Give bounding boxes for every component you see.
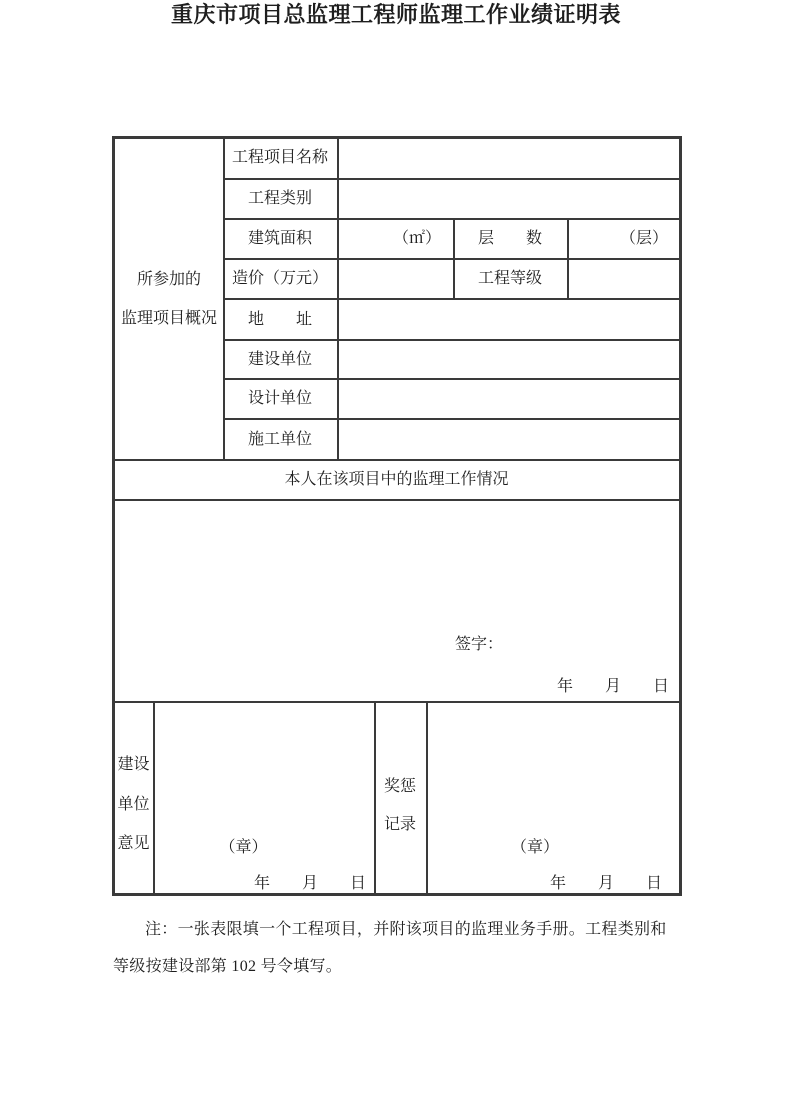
category-field [339, 180, 679, 218]
designer-field [339, 380, 679, 418]
page-title: 重庆市项目总监理工程师监理工作业绩证明表 [170, 2, 621, 27]
builder-field [339, 420, 679, 459]
address-label: 地 址 [247, 311, 312, 328]
signature-label: 签字： [455, 636, 504, 653]
section-divider [113, 459, 680, 461]
area-label: 建筑面积 [247, 230, 312, 247]
category-label: 工程类别 [247, 190, 312, 207]
work-description-area [115, 501, 679, 701]
grade-label: 工程等级 [477, 270, 542, 287]
area-unit: （㎡） [392, 230, 441, 247]
reward-record-label-line1: 奖惩 [383, 778, 416, 795]
table-border-right [679, 136, 682, 896]
designer-label: 设计单位 [247, 390, 312, 407]
cost-field [339, 260, 453, 298]
footnote-line2: 等级按建设部第 102 号令填写。 [113, 958, 343, 975]
cost-label: 造价（万元） [231, 270, 328, 287]
owner-opinion-label-line1: 建设 [117, 756, 150, 773]
project-name-field [339, 139, 679, 178]
footnote-line1: 注：一张表限填一个工程项目，并附该项目的监理业务手册。工程类别和 [145, 921, 667, 938]
address-field [339, 300, 679, 339]
owner-seal-placeholder: （章） [219, 839, 268, 856]
builder-label: 施工单位 [247, 431, 312, 448]
owner-opinion-area [155, 703, 374, 893]
reward-record-label-line2: 记录 [383, 816, 416, 833]
project-name-label: 工程项目名称 [231, 149, 328, 166]
reward-record-area [428, 703, 679, 893]
reward-seal-placeholder: （章） [510, 839, 559, 856]
owner-opinion-label-line2: 单位 [117, 796, 150, 813]
group-label-line2: 监理项目概况 [120, 310, 217, 327]
reward-date-line: 年 月 日 [549, 875, 662, 892]
signature-date-line: 年 月 日 [556, 678, 669, 695]
floors-unit: （层） [619, 230, 668, 247]
column-divider [374, 702, 376, 894]
floors-label: 层 数 [477, 230, 542, 247]
owner-date-line: 年 月 日 [253, 875, 366, 892]
grade-field [569, 260, 679, 298]
column-divider [223, 137, 225, 461]
owner-field [339, 341, 679, 378]
work-section-header: 本人在该项目中的监理工作情况 [284, 471, 509, 488]
group-label-line1: 所参加的 [136, 271, 201, 288]
owner-label: 建设单位 [247, 351, 312, 368]
owner-opinion-label-line3: 意见 [117, 835, 150, 852]
